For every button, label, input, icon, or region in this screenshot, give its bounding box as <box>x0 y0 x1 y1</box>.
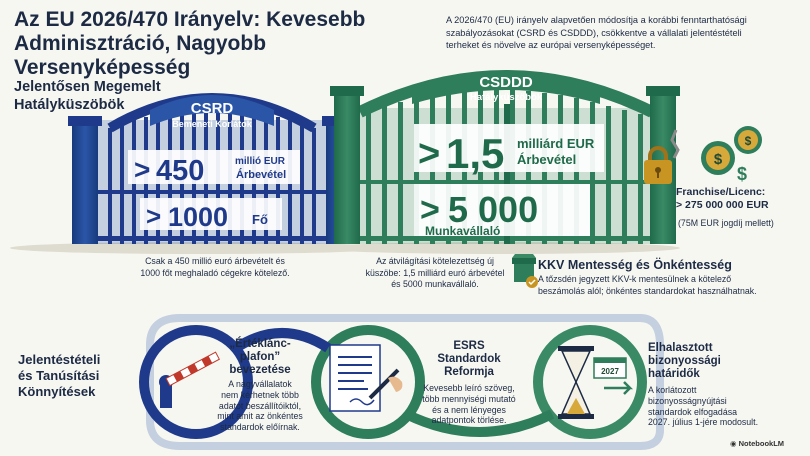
esrs-reform-desc-line-1: Kevesebb leíró szöveg, <box>423 383 515 393</box>
csddd-unit1-line1: milliárd EUR <box>517 136 595 151</box>
esrs-reform-title <box>414 340 524 379</box>
value-chain-cap-title <box>212 338 308 377</box>
value-chain-cap-title-line-1: „Értéklánc- <box>229 338 291 350</box>
csrd-value2: 1000 <box>168 202 229 232</box>
value-chain-cap-desc-line-1: A nagyvállalatok <box>228 379 292 389</box>
notebooklm-brand-label: NotebookLM <box>738 439 785 448</box>
document-signing-icon <box>330 345 402 411</box>
svg-text:$: $ <box>713 151 723 168</box>
csddd-note <box>340 256 530 291</box>
csrd-prefix1: > <box>134 154 151 185</box>
reporting-heading-line-3: Könnyítések <box>18 384 96 399</box>
csrd-unit1-line1: millió EUR <box>235 156 286 167</box>
page-title-line-2: Adminisztráció, Nagyobb Versenyképesség <box>14 32 267 79</box>
csddd-note-line-3: és 5000 munkavállaló. <box>391 279 479 289</box>
barrier-gate-icon <box>159 352 219 408</box>
thresholds-heading-line-2: Hatályküszöbök <box>14 97 125 113</box>
kkv-desc-line-2: beszámolás alól; önkéntes standardokat használhatnak. <box>538 285 757 296</box>
csrd-value1: 450 <box>156 155 205 187</box>
franchise-value: > 275 000 000 EUR <box>676 199 769 211</box>
esrs-reform-desc-line-2: több mennyiségi mutató <box>422 393 516 404</box>
csrd-unit1-line2: Árbevétel <box>236 169 287 181</box>
assurance-deadline-desc <box>648 385 794 428</box>
csddd-label: CSDDD <box>479 74 533 91</box>
csrd-note <box>110 256 320 279</box>
intro-line-2: szabályozásokat (CSRD és CSDDD), csökkentve a vállalati jelentéstételi <box>446 27 742 38</box>
csddd-unit2: Munkavállaló <box>425 224 501 238</box>
svg-text:$: $ <box>744 134 752 148</box>
esrs-reform-desc-line-4: adatpontok törlése. <box>431 415 507 426</box>
csddd-unit1-line2: Árbevétel <box>517 152 577 167</box>
csrd-label: CSRD <box>190 100 234 117</box>
kkv-description <box>538 274 803 297</box>
esrs-reform-desc <box>414 383 524 426</box>
esrs-reform-title-line-2: Standardok <box>437 353 501 365</box>
csddd-sublabel: Hatályküszöbök <box>469 92 543 103</box>
reporting-heading-line-2: és Tanúsítási <box>18 368 100 383</box>
assurance-deadline-desc-line-1: A korlátozott <box>648 385 697 395</box>
csddd-value1: 1,5 <box>446 130 505 177</box>
notebooklm-logo-icon: ◉ <box>730 439 737 448</box>
csddd-value2: 5 000 <box>448 189 539 230</box>
reporting-heading-line-1: Jelentéstételi <box>18 352 101 367</box>
value-chain-cap-item <box>212 338 308 433</box>
assurance-deadline-item <box>648 342 794 428</box>
intro-line-3: terheket és növelve az európai versenyképességet. <box>446 40 656 50</box>
value-chain-cap-desc-line-5: standardok előírnak. <box>220 422 300 433</box>
csddd-prefix2: > <box>420 191 440 229</box>
value-chain-cap-desc-line-4: mint amit az önkéntes <box>217 411 303 422</box>
hourglass-calendar-icon <box>558 346 630 419</box>
csddd-note-line-1: Az átvilágítási kötelezettség új <box>376 256 494 266</box>
csrd-note-line-1: Csak a 450 millió euró árbevételt és <box>145 256 285 266</box>
kkv-title: KKV Mentesség és Önkéntesség <box>538 258 732 272</box>
franchise-threshold <box>676 186 806 212</box>
esrs-reform-item <box>414 340 524 426</box>
assurance-deadline-title-line-1: Elhalasztott <box>648 342 713 354</box>
franchise-title: Franchise/Licenc: <box>676 186 766 198</box>
assurance-deadline-title-line-3: határidők <box>648 368 700 380</box>
csrd-unit2: Fő <box>252 212 268 227</box>
assurance-deadline-title <box>648 342 794 381</box>
esrs-reform-title-line-3: Reformja <box>444 366 494 378</box>
assurance-deadline-title-line-2: bizonyossági <box>648 355 721 367</box>
page-title-line-1: Az EU 2026/470 Irányelv: Kevesebb <box>14 8 366 31</box>
reporting-heading <box>18 352 138 400</box>
value-chain-cap-title-line-2: plafon” <box>239 351 281 363</box>
assurance-deadline-desc-line-2: bizonyosságnyújtási <box>648 395 727 406</box>
assurance-deadline-desc-line-4: 2027. július 1-jére modosult. <box>648 417 759 428</box>
csrd-note-line-2: 1000 főt meghaladó cégekre kötelező. <box>140 267 290 278</box>
value-chain-cap-title-line-3: bevezetése <box>229 364 291 376</box>
assurance-deadline-desc-line-3: standardok elfogadása <box>648 406 738 417</box>
csrd-prefix2: > <box>146 201 162 231</box>
dollar-gears-icon <box>701 126 762 184</box>
notebooklm-brand <box>730 439 784 448</box>
kkv-desc-line-1: A tőzsdén jegyzett KKV-k mentesülnek a kötelező <box>538 274 732 284</box>
csddd-note-line-2: küszöbe: 1,5 milliárd euró árbevétel <box>365 267 505 278</box>
csrd-sublabel: Bemeneti Korlátok <box>172 119 252 129</box>
csddd-prefix1: > <box>418 133 441 175</box>
esrs-reform-title-line-1: ESRS <box>453 340 485 352</box>
franchise-subtext: (75M EUR jogdíj mellett) <box>678 218 774 228</box>
thresholds-heading-line-1: Jelentősen Megemelt <box>14 79 161 95</box>
svg-text:$: $ <box>736 164 748 184</box>
intro-line-1: A 2026/470 (EU) irányelv alapvetően módosítja a korábbi fenntarthatósági <box>446 15 747 25</box>
esrs-reform-desc-line-3: és a nem lényeges <box>432 404 506 415</box>
value-chain-cap-desc-line-3: adatot beszállítóiktól, <box>218 400 302 411</box>
value-chain-cap-desc-line-2: nem kérhetnek több <box>221 389 299 400</box>
value-chain-cap-desc <box>212 379 308 433</box>
calendar-year: 2027 <box>601 367 619 376</box>
